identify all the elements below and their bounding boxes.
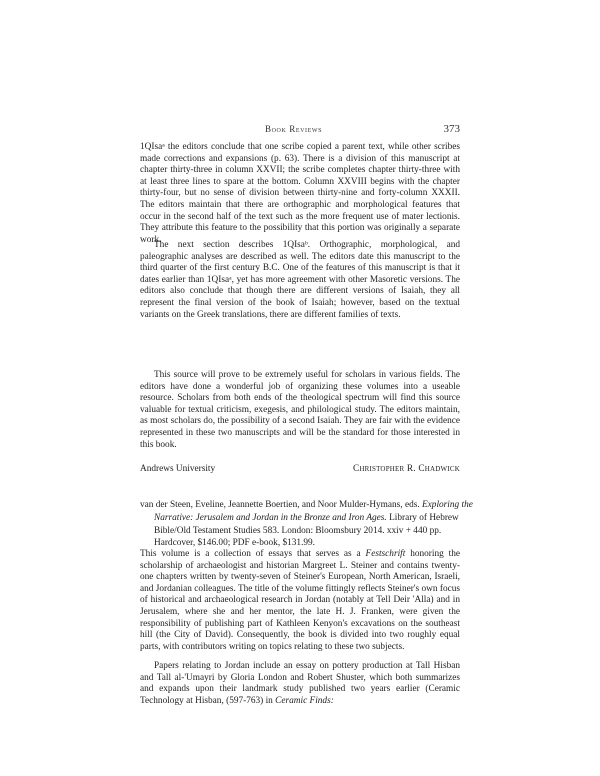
review2-p1-after: honoring the scholarship of archaeologist and historian Margreet L. Steiner and contains twenty-one chapters written by twenty-seven of Steiner's European, North American, Israeli, and Jordanian colleagues. The title of the volume fittingly reflects Steiner's own focus of historical and archaeological research in Jordan (notably at Tell Deir 'Alla) and in Jerusalem, where she and her mentor, the late H. J. Franken, were given the responsibility of publishing part of Kathleen Kenyon's excavations on the southeast hill (the City of David). Consequently, the book is divided into two roughly equal parts, with contributors writing on topics relating to these two subjects. [140,549,461,652]
citation-title: Exploring the Narrative: Jerusalem and Jordan in the Bronze and Iron Ages. [154,500,473,523]
review2-p1-italic: Festschrift [365,549,406,559]
review1-paragraph-3: This source will prove to be extremely useful for scholars in various fields. The editors have done a wonderful job of organizing these volumes into a useable resource. Scholars from both ends of the theological spectrum will find this source valuable for textual criticism, exegesis, and philological study. The editors maintain, as most scholars do, the possibility of a second Isaiah. They are fair with the evidence represented in these two manuscripts and will be the standard for those interested in this book. [140,370,460,450]
reviewer-affiliation: Andrews University [140,464,216,474]
reviewer-name: Christopher R. Chadwick [352,464,460,474]
citation-publication: Library of Hebrew Bible/Old Testament Studies 583. London: Bloomsbury 2014. xxiv + 440 pp. Hardcover, $146.00; PDF e-book, $131.99. [154,512,459,549]
page-number: 373 [443,123,460,135]
running-header [140,124,460,138]
review1-paragraph-1: 1QIsaᵃ the editors conclude that one scribe copied a parent text, while other scribes made corrections and expansions (p. 63). There is a division of this manuscript at chapter thirty-three in column XXVII; the scribe completes chapter thirty-three with at least three lines to spare at the bottom. Column XXVIII begins with the chapter thirty-four, but no sense of division between thirty-nine and forty-column XXXII. The editors maintain that there are orthographic and morphological features that occur in the second half of the text such as the more frequent use of mater lectionis. They attribute this feature to the possibility that this portion was originally a separate work. [140,142,460,245]
review2-paragraph-2 [140,661,460,707]
review2-p2-italic: Ceramic Finds: [275,695,334,706]
review2-p1-before: This volume is a collection of essays that serves as a [140,549,366,559]
review1-paragraph-2: The next section describes 1QIsaᵇ. Orthographic, morphological, and paleographic analyses are described as well. The editors date this manuscript to the third quarter of the first century B.C. One of the features of this manuscript is that it dates earlier than 1QIsaᵃ, yet has more agreement with other Masoretic versions. The editors also conclude that though there are different versions of Isaiah, they all represent the final version of the book of Isaiah; however, based on the textual variants on the Greek translations, there are different families of texts. [140,240,460,320]
citation-authors: van der Steen, Eveline, Jeannette Boertien, and Noor Mulder-Hymans, eds. [140,500,420,510]
review2-citation [140,499,474,550]
review2-paragraph-1 [140,549,460,653]
running-title: Book Reviews [265,124,323,134]
review2-p2-before: Papers relating to Jordan include an essay on pottery production at Tall Hisban and Tall al-'Umayri by Gloria London and Robert Shuster, which both summarizes and expands upon their landmark study published two years earlier (Ceramic Technology at Hisban, (597-763) in [140,661,460,706]
